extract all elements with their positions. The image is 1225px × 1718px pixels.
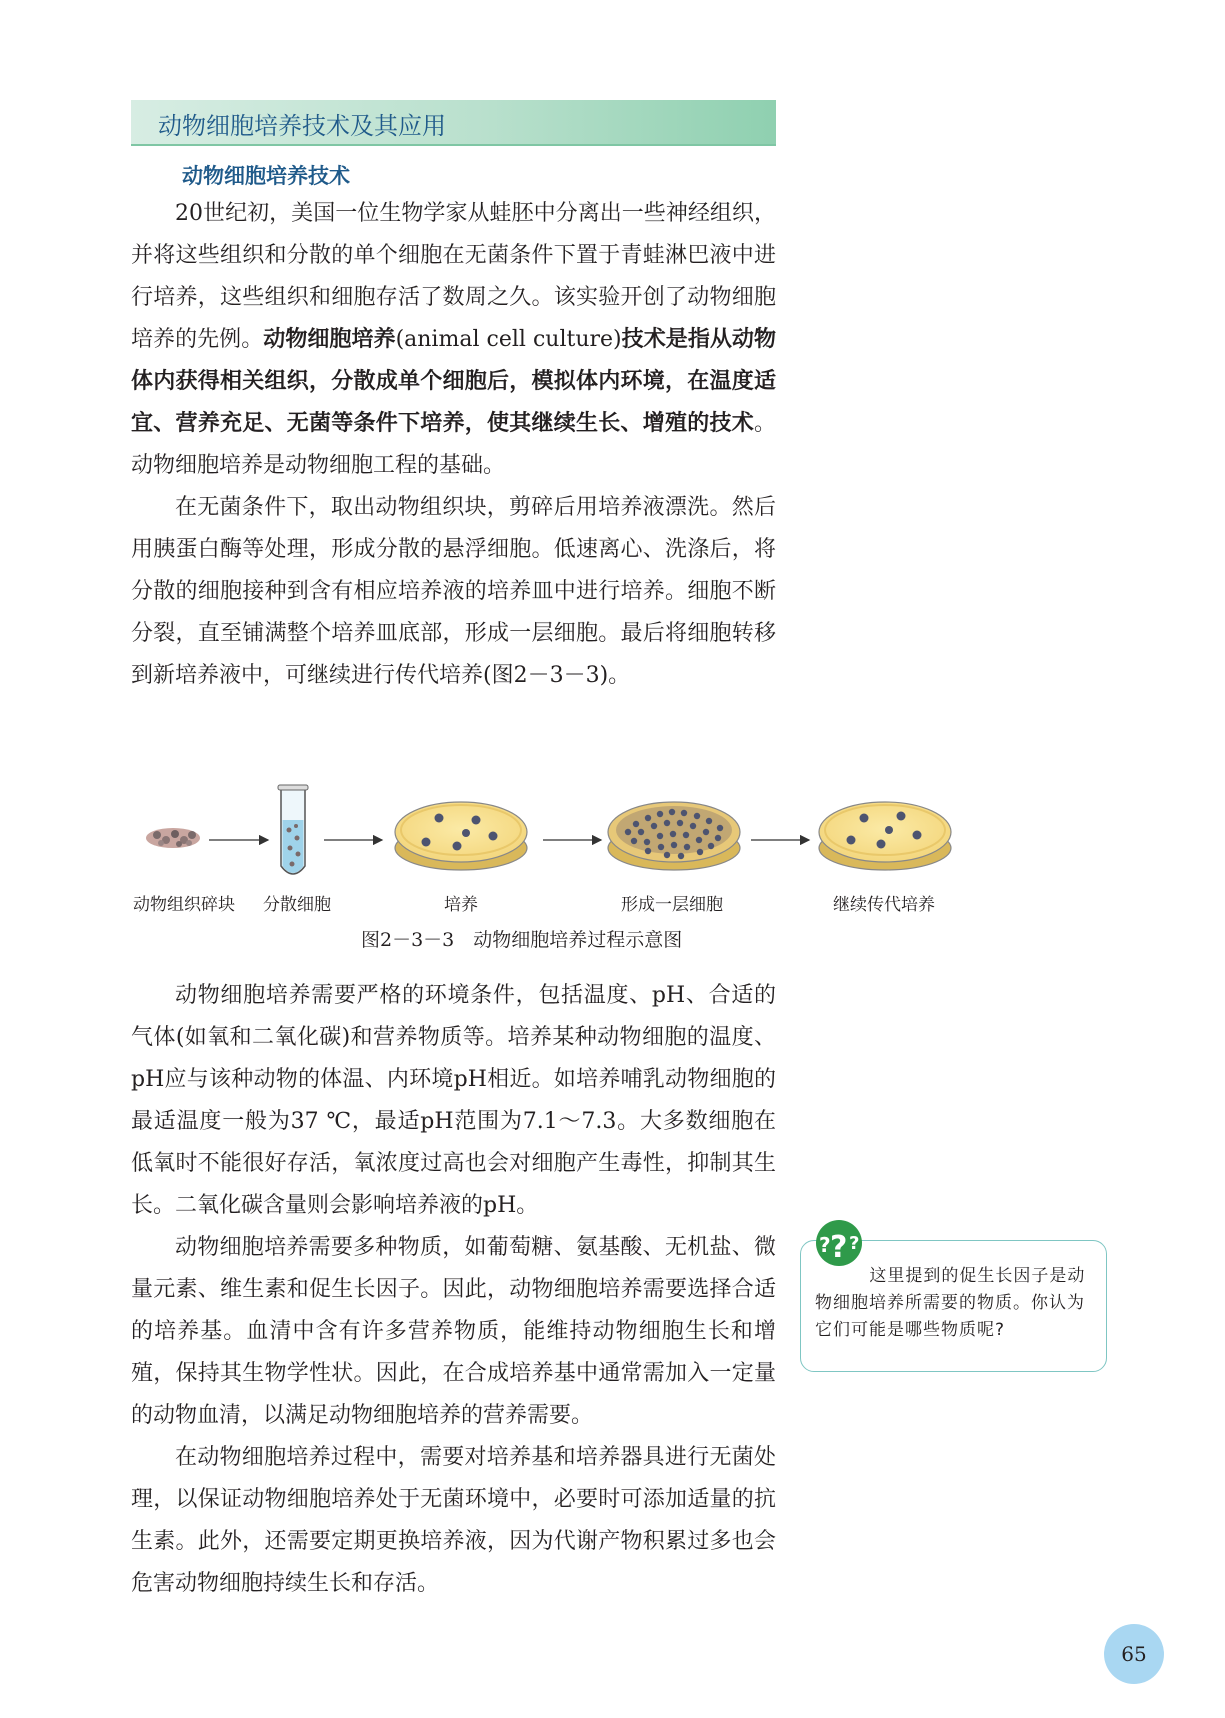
bold-term: 动物细胞培养 [263, 327, 396, 352]
culture-process-figure [131, 780, 961, 950]
figure-label-dispersed: 分散细胞 [263, 895, 331, 915]
section-title: 动物细胞培养技术及其应用 [158, 112, 446, 140]
text-run: 。动物细胞培养是动物细胞工程的基础。 [131, 411, 776, 478]
dish-subculture [819, 802, 951, 870]
figure-label-culture: 培养 [444, 895, 478, 915]
text-run: (animal cell culture) [395, 327, 622, 352]
section-banner [131, 100, 776, 146]
text-run: 在无菌条件下，取出动物组织块，剪碎后用培养液漂洗。然后用胰蛋白酶等处理，形成分散的悬浮细胞。低速离心、洗涤后，将分散的细胞接种到含有相应培养液的培养皿中进行培养。细胞不断分裂，直至铺满整个培养皿底部，形成一层细胞。最后将细胞转移到新培养液中，可继续进行传代培养(图2－3－3)。 [131, 495, 776, 688]
svg-text:?: ? [849, 1233, 860, 1254]
think-aside-box [800, 1230, 1107, 1372]
figure-label-monolayer: 形成一层细胞 [621, 895, 723, 915]
svg-text:?: ? [830, 1230, 848, 1265]
body-text-bottom [131, 975, 776, 1605]
question-marks-icon [811, 1219, 871, 1269]
paragraph: 动物细胞培养需要多种物质，如葡萄糖、氨基酸、无机盐、微量元素、维生素和促生长因子。因此，动物细胞培养需要选择合适的培养基。血清中含有许多营养物质，能维持动物细胞生长和增殖，保持其生物学性状。因此，在合成培养基中通常需加入一定量的动物血清，以满足动物细胞培养的营养需要。 [131, 1235, 776, 1428]
paragraph [131, 487, 776, 697]
dish-monolayer [608, 802, 740, 870]
paragraph [131, 193, 776, 487]
body-text-top [131, 193, 776, 697]
text-run: 20世纪初，美国一位生物学家从蛙胚中分离出一些神经组织，并将这些组织和分散的单个细胞在无菌条件下置于青蛙淋巴液中进行培养，这些组织和细胞存活了数周之久。该实验开创了动物细胞培养的先例。 [131, 201, 776, 352]
paragraph: 在动物细胞培养过程中，需要对培养基和培养器具进行无菌处理，以保证动物细胞培养处于无菌环境中，必要时可添加适量的抗生素。此外，还需要定期更换培养液，因为代谢产物积累过多也会危害动物细胞持续生长和存活。 [131, 1445, 776, 1596]
culture-process-diagram [131, 780, 961, 890]
svg-text:?: ? [819, 1233, 831, 1257]
page-number: 65 [1121, 1642, 1147, 1666]
bold-definition: 技术是指从动物体内获得相关组织，分散成单个细胞后，模拟体内环境，在温度适宜、营养充足、无菌等条件下培养，使其继续生长、增殖的技术 [131, 327, 776, 436]
figure-label-subculture: 继续传代培养 [833, 895, 935, 915]
paragraph: 动物细胞培养需要严格的环境条件，包括温度、pH、合适的气体(如氧和二氧化碳)和营养物质等。培养某种动物细胞的温度、pH应与该种动物的体温、内环境pH相近。如培养哺乳动物细胞的最适温度一般为37 ℃，最适pH范围为7.1～7.3。大多数细胞在低氧时不能很好存活，氧浓度过高也会对细胞产生毒性，抑制其生长。二氧化碳含量则会影响培养液的pH。 [131, 983, 776, 1218]
figure-caption: 图2－3－3 动物细胞培养过程示意图 [361, 929, 683, 951]
figure-label-tissue: 动物组织碎块 [133, 895, 235, 915]
subheading: 动物细胞培养技术 [182, 164, 350, 188]
tissue-fragments [146, 828, 200, 848]
dish-culture [395, 802, 527, 870]
aside-question: 这里提到的促生长因子是动物细胞培养所需要的物质。你认为它们可能是哪些物质呢? [815, 1266, 1086, 1340]
test-tube [278, 785, 308, 874]
page-number-badge [1104, 1624, 1164, 1684]
